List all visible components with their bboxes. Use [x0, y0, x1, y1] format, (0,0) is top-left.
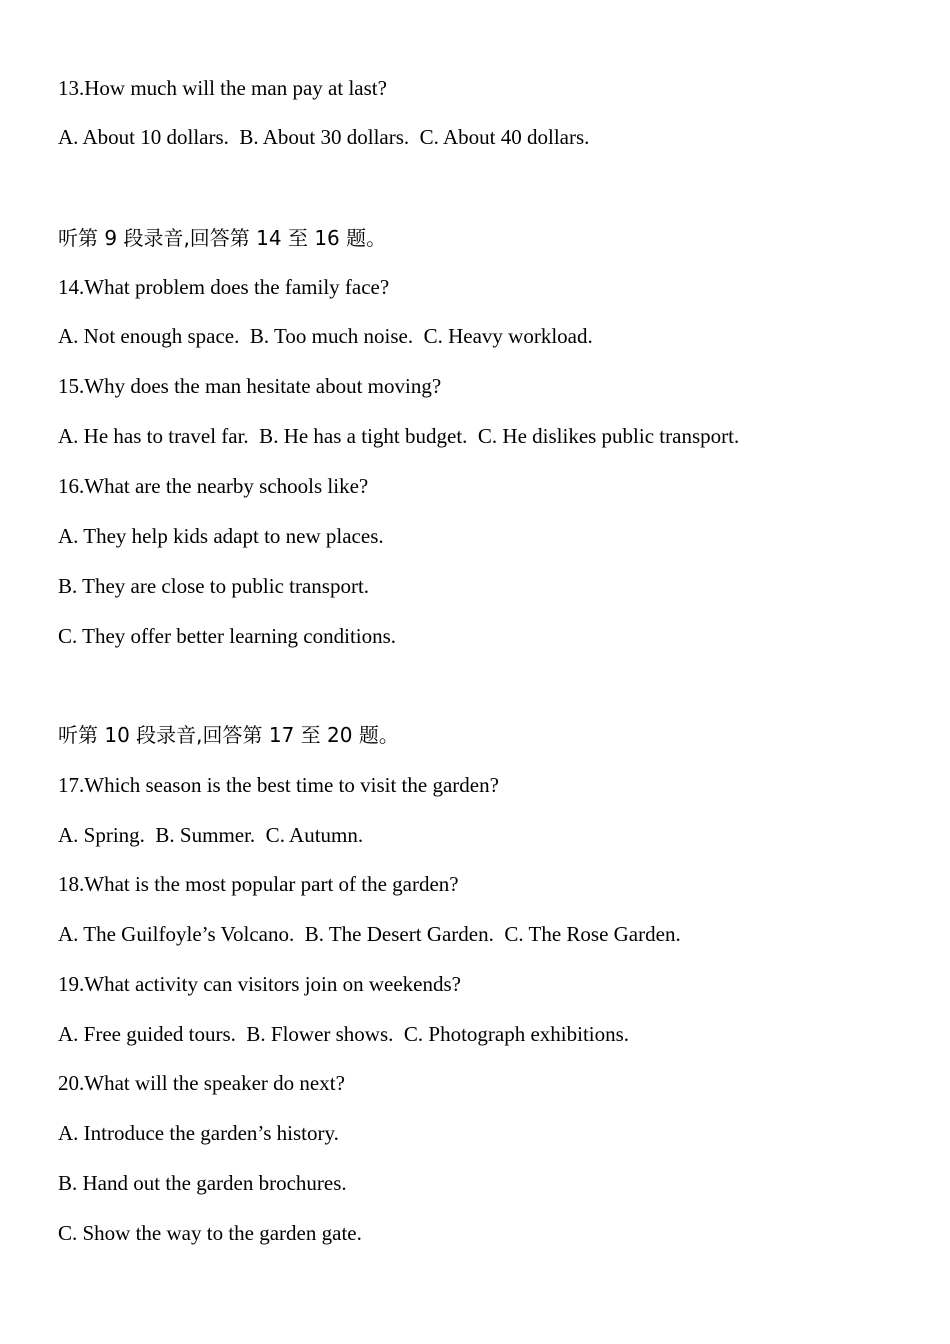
question-20-option-c: C. Show the way to the garden gate.	[58, 1221, 362, 1245]
question-13-options: A. About 10 dollars. B. About 30 dollars. C. About 40 dollars.	[58, 125, 590, 149]
question-17-options: A. Spring. B. Summer. C. Autumn.	[58, 823, 364, 847]
question-20-option-a: A. Introduce the garden’s history.	[58, 1121, 339, 1145]
question-16-option-b: B. They are close to public transport.	[58, 574, 370, 598]
question-16: 16.What are the nearby schools like?	[58, 474, 369, 498]
section-10-heading: 听第 10 段录音,回答第 17 至 20 题。	[58, 723, 399, 747]
question-15: 15.Why does the man hesitate about moving?	[58, 374, 442, 398]
question-14-options: A. Not enough space. B. Too much noise. C. Heavy workload.	[58, 324, 593, 348]
question-15-options: A. He has to travel far. B. He has a tight budget. C. He dislikes public transport.	[58, 424, 740, 448]
question-19: 19.What activity can visitors join on weekends?	[58, 972, 461, 996]
question-16-option-c: C. They offer better learning conditions.	[58, 624, 397, 648]
question-20: 20.What will the speaker do next?	[58, 1071, 345, 1095]
question-14: 14.What problem does the family face?	[58, 275, 390, 299]
question-17: 17.Which season is the best time to visit the garden?	[58, 773, 499, 797]
question-18-options: A. The Guilfoyle’s Volcano. B. The Desert Garden. C. The Rose Garden.	[58, 922, 681, 946]
question-18: 18.What is the most popular part of the garden?	[58, 872, 459, 896]
question-20-option-b: B. Hand out the garden brochures.	[58, 1171, 347, 1195]
section-9-heading: 听第 9 段录音,回答第 14 至 16 题。	[58, 226, 387, 250]
question-13: 13.How much will the man pay at last?	[58, 76, 387, 100]
question-19-options: A. Free guided tours. B. Flower shows. C. Photograph exhibitions.	[58, 1022, 630, 1046]
question-16-option-a: A. They help kids adapt to new places.	[58, 524, 384, 548]
